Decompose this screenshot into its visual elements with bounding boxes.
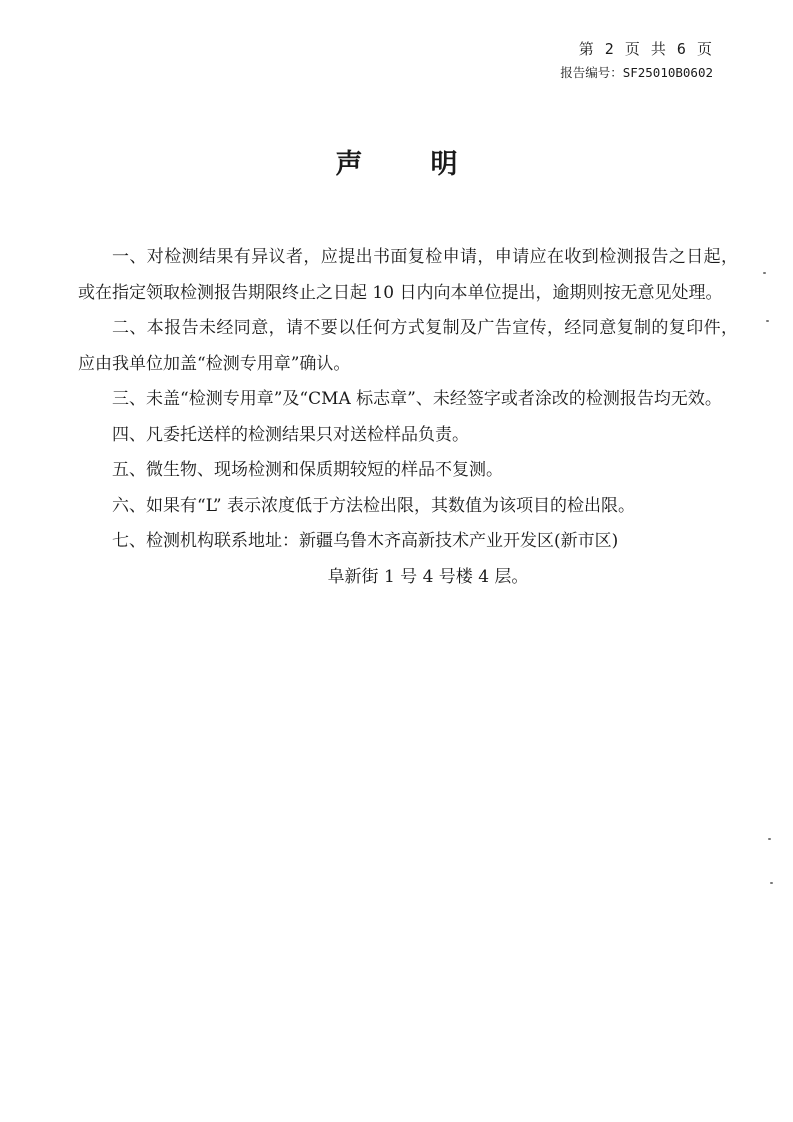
statement-body <box>78 240 738 595</box>
document-title: 声明 <box>335 149 526 180</box>
statement-2: 二、本报告未经同意，请不要以任何方式复制及广告宣传，经同意复制的复印件，应由我单位加盖“检测专用章”确认。 <box>78 318 738 374</box>
scan-speck <box>763 272 766 274</box>
scan-speck <box>768 838 771 840</box>
scan-speck <box>766 320 769 322</box>
statement-4: 四、凡委托送样的检测结果只对送检样品负责。 <box>112 424 469 445</box>
page-number: 第 2 页 共 6 页 <box>578 40 713 58</box>
address-continuation: 阜新街 1 号 4 号楼 4 层。 <box>327 566 529 587</box>
scan-speck <box>770 882 773 884</box>
report-number: 报告编号：SF25010B0602 <box>560 65 713 80</box>
page-header <box>560 38 713 84</box>
statement-1: 一、对检测结果有异议者，应提出书面复检申请，申请应在收到检测报告之日起，或在指定领取检测报告期限终止之日起 10 日内向本单位提出，逾期则按无意见处理。 <box>78 247 738 303</box>
statement-6: 六、如果有“L” 表示浓度低于方法检出限，其数值为该项目的检出限。 <box>112 495 635 516</box>
statement-7: 七、检测机构联系地址：新疆乌鲁木齐高新技术产业开发区(新市区) <box>112 531 619 551</box>
statement-5: 五、微生物、现场检测和保质期较短的样品不复测。 <box>112 460 503 480</box>
statement-3: 三、未盖“检测专用章”及“CMA 标志章”、未经签字或者涂改的检测报告均无效。 <box>112 389 722 409</box>
